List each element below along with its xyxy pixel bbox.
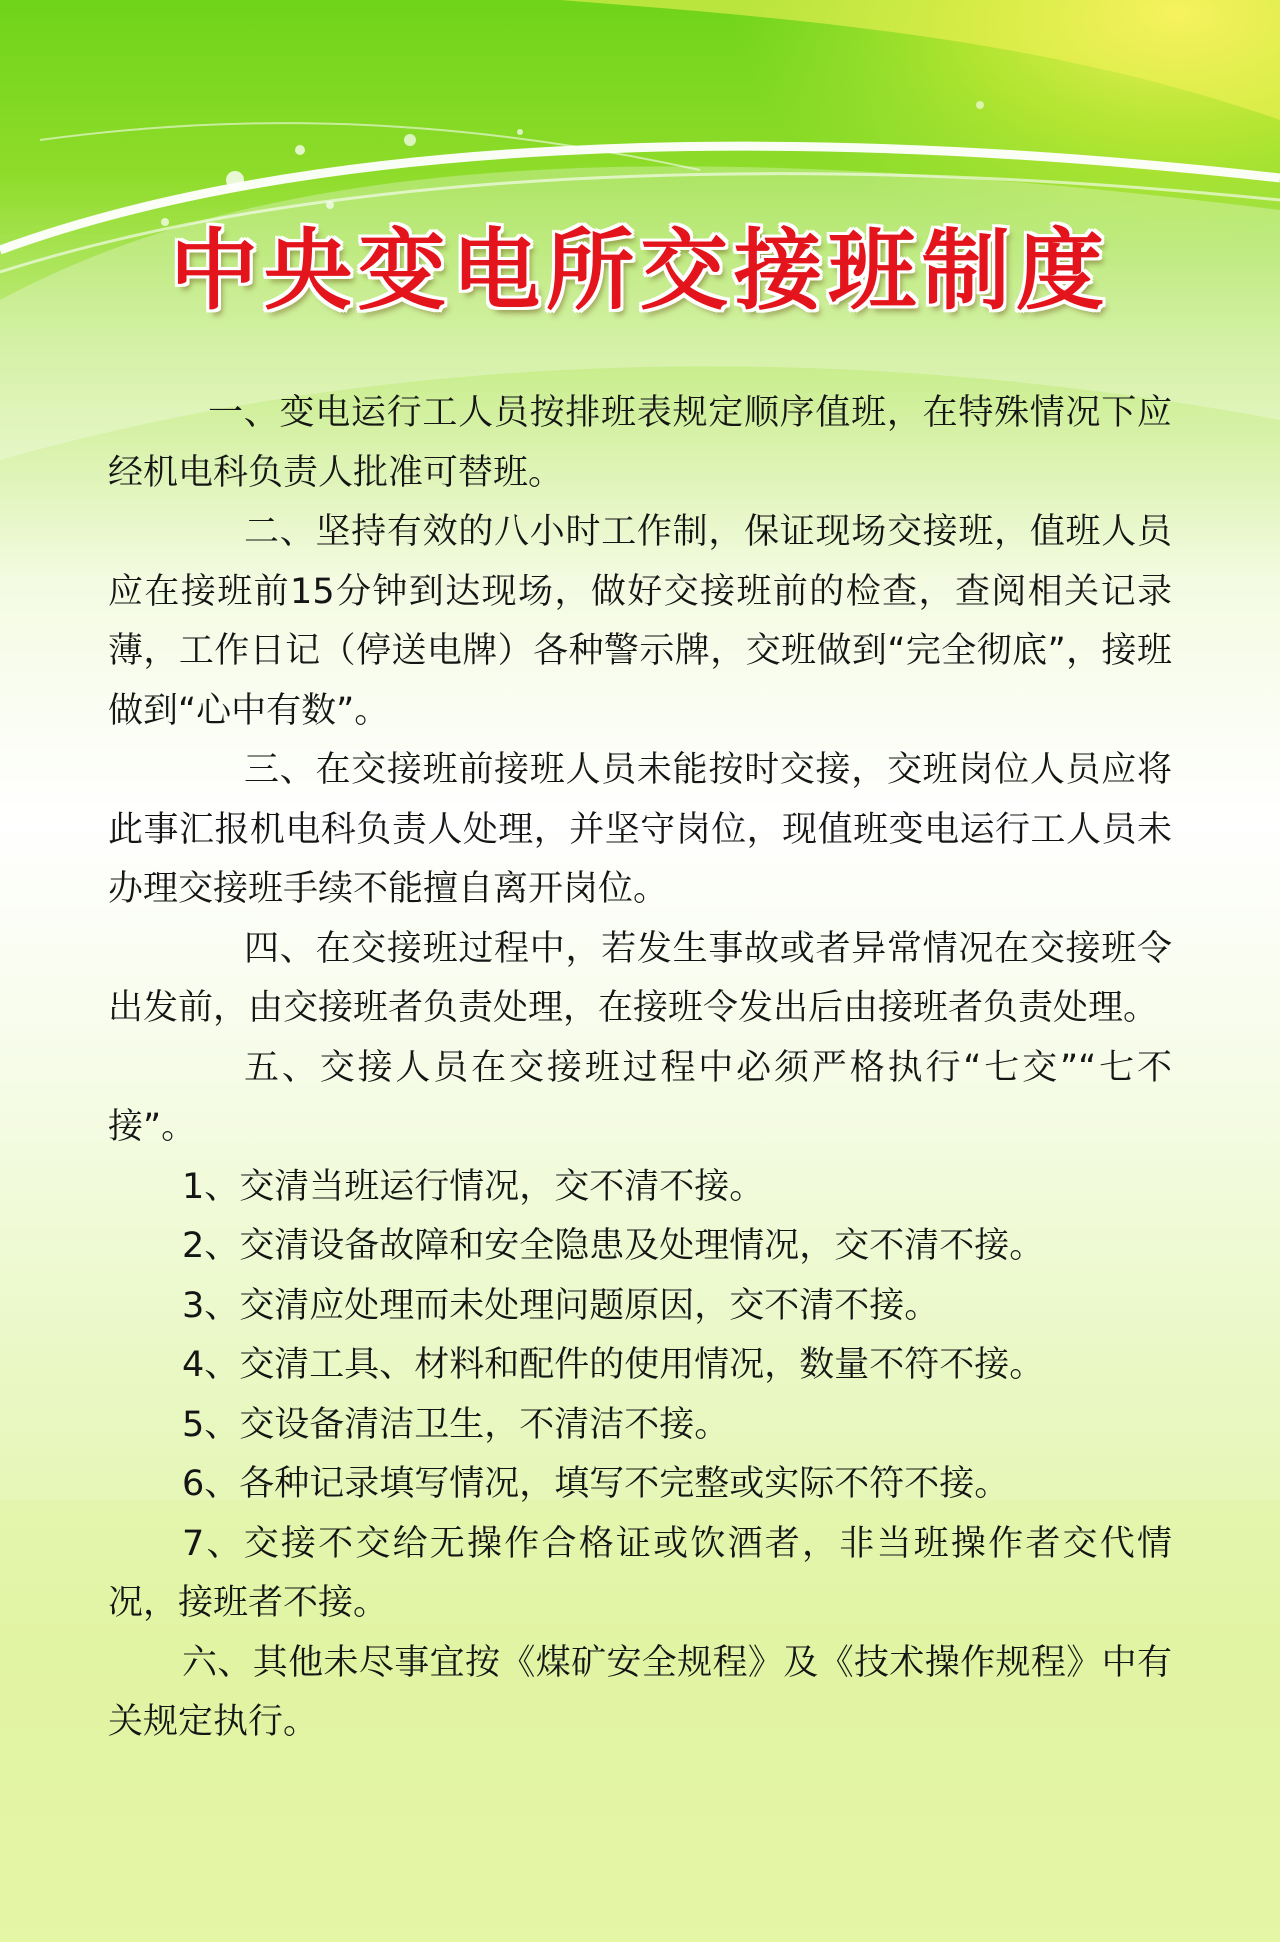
- rule-paragraph-5: 五、交接人员在交接班过程中必须严格执行“七交”“七不接”。: [108, 1047, 1172, 1147]
- closing-paragraph: 六、其他未尽事宜按《煤矿安全规程》及《技术操作规程》中有关规定执行。: [108, 1642, 1172, 1742]
- rule-paragraph-1: 一、变电运行工人员按排班表规定顺序值班，在特殊情况下应经机电科负责人批准可替班。: [108, 393, 1172, 493]
- list-item-2: 2、交清设备故障和安全隐患及处理情况，交不清不接。: [182, 1226, 1045, 1266]
- rule-paragraph-4: 四、在交接班过程中，若发生事故或者异常情况在交接班令出发前，由交接班者负责处理，在接班令发出后由接班者负责处理。: [108, 928, 1172, 1028]
- list-item-3: 3、交清应处理而未处理问题原因，交不清不接。: [182, 1285, 940, 1326]
- list-item-1: 1、交清当班运行情况，交不清不接。: [182, 1166, 765, 1207]
- list-item-7: 7、交接不交给无操作合格证或饮酒者，非当班操作者交代情况，接班者不接。: [108, 1523, 1172, 1623]
- list-item-5: 5、交设备清洁卫生，不清洁不接。: [182, 1404, 730, 1445]
- rules-body: [108, 384, 1172, 1753]
- rule-paragraph-2: 二、坚持有效的八小时工作制，保证现场交接班，值班人员应在接班前15分钟到达现场，做好交接班前的检查，查阅相关记录薄，工作日记（停送电牌）各种警示牌，交班做到“完全彻底”，接班做到“心中有数”。: [108, 512, 1172, 731]
- rule-paragraph-3: 三、在交接班前接班人员未能按时交接，交班岗位人员应将此事汇报机电科负责人处理，并坚守岗位，现值班变电运行工人员未办理交接班手续不能擅自离开岗位。: [108, 750, 1172, 909]
- poster-title: 中央变电所交接班制度: [169, 219, 1110, 322]
- list-item-6: 6、各种记录填写情况，填写不完整或实际不符不接。: [182, 1464, 1010, 1504]
- list-item-4: 4、交清工具、材料和配件的使用情况，数量不符不接。: [182, 1345, 1045, 1385]
